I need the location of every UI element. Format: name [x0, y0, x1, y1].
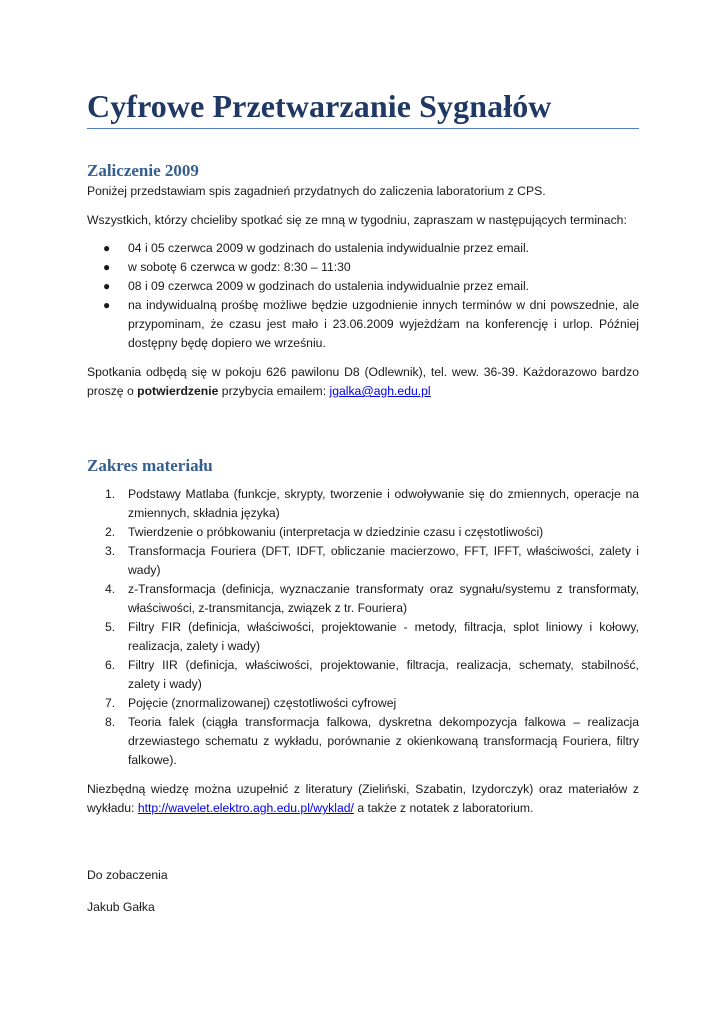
list-item-number: 2. — [105, 525, 116, 539]
list-item-text: na indywidualną prośbę możliwe będzie uzgodnienie innych terminów w dni powszednie, ale przypominam, że czasu jest mało i 23.06.2009 wyjeżdżam na konferencję i urlop. Później dostępny będę dopiero we wrześniu. — [128, 298, 639, 350]
email-link[interactable]: jgalka@agh.edu.pl — [329, 384, 431, 398]
list-item — [87, 258, 639, 277]
list-item-text: 08 i 09 czerwca 2009 w godzinach do ustalenia indywidualnie przez email. — [128, 279, 530, 293]
literature-text-after: a także z notatek z laboratorium. — [353, 801, 534, 815]
list-item-number: 4. — [105, 582, 116, 596]
list-item — [87, 656, 639, 694]
list-item-number: 6. — [105, 658, 116, 672]
bullet-icon: ● — [103, 260, 111, 274]
lecture-link[interactable]: http://wavelet.elektro.agh.edu.pl/wyklad/ — [137, 801, 354, 815]
list-item-text: Transformacja Fouriera (DFT, IDFT, obliczanie macierzowo, FFT, IFFT, właściwości, zalety i wady) — [128, 544, 639, 577]
list-item-number: 8. — [105, 715, 116, 729]
signature-text: Jakub Gałka — [87, 900, 155, 914]
meetings-intro-paragraph: Wszystkich, którzy chcieliby spotkać się ze mną w tygodniu, zapraszam w następujących terminach: — [87, 213, 627, 227]
section-heading-zaliczenie: Zaliczenie 2009 — [87, 161, 199, 180]
list-item-number: 7. — [105, 696, 116, 710]
literature-paragraph — [87, 780, 639, 818]
topics-list — [87, 485, 639, 770]
list-item-text: Twierdzenie o próbkowaniu (interpretacja w dziedzinie czasu i częstotliwości) — [128, 525, 544, 539]
title-underline — [87, 128, 639, 129]
list-item — [87, 485, 639, 523]
list-item-text: Pojęcie (znormalizowanej) częstotliwości cyfrowej — [128, 696, 397, 710]
section-heading-zakres: Zakres materiału — [87, 456, 213, 475]
farewell-text: Do zobaczenia — [87, 868, 168, 882]
list-item-number: 5. — [105, 620, 116, 634]
contact-paragraph — [87, 363, 639, 401]
contact-text-middle: przybycia emailem: — [218, 384, 330, 398]
bullet-icon: ● — [103, 241, 111, 255]
list-item-text: z-Transformacja (definicja, wyznaczanie transformaty oraz sygnału/systemu z transformaty, właściwości, z-transmitancja, związek z tr. Fouriera) — [128, 582, 639, 615]
list-item-text: Filtry IIR (definicja, właściwości, projektowanie, filtracja, realizacja, schematy, stabilność, zalety i wady) — [128, 658, 639, 691]
intro-paragraph: Poniżej przedstawiam spis zagadnień przydatnych do zaliczenia laboratorium z CPS. — [87, 184, 546, 198]
list-item-text: Podstawy Matlaba (funkcje, skrypty, tworzenie i odwoływanie się do zmiennych, operacje na zmiennych, składnia języka) — [128, 487, 639, 520]
list-item — [87, 694, 639, 713]
contact-bold-text: potwierdzenie — [137, 384, 219, 398]
literature-text: Niezbędną wiedzę można uzupełnić z literatury (Zieliński, Szabatin, Izydorczyk) oraz materiałów z wykładu: — [87, 782, 639, 815]
list-item — [87, 523, 639, 542]
meeting-dates-list — [87, 239, 639, 353]
document-title: Cyfrowe Przetwarzanie Sygnałów — [87, 88, 552, 124]
list-item — [87, 580, 639, 618]
list-item-number: 3. — [105, 544, 116, 558]
list-item — [87, 542, 639, 580]
list-item-text: 04 i 05 czerwca 2009 w godzinach do ustalenia indywidualnie przez email. — [128, 241, 530, 255]
list-item — [87, 296, 639, 353]
bullet-icon: ● — [103, 279, 111, 293]
list-item-number: 1. — [105, 487, 116, 501]
list-item-text: Teoria falek (ciągła transformacja falkowa, dyskretna dekompozycja falkowa – realizacja drzewiastego schematu z wykładu, porównanie z okienkowaną transformacją Fouriera, filtry falkowe). — [128, 715, 639, 767]
list-item-text: Filtry FIR (definicja, właściwości, projektowanie - metody, filtracja, splot liniowy i kołowy, realizacja, zalety i wady) — [128, 620, 639, 653]
contact-text: Spotkania odbędą się w pokoju 626 pawilonu D8 (Odlewnik), tel. wew. 36-39. Każdorazowo bardzo proszę o — [87, 365, 639, 398]
list-item — [87, 618, 639, 656]
list-item — [87, 239, 639, 258]
list-item — [87, 713, 639, 770]
bullet-icon: ● — [103, 298, 111, 312]
document-page — [87, 88, 639, 917]
list-item-text: w sobotę 6 czerwca w godz: 8:30 – 11:30 — [128, 260, 351, 274]
list-item — [87, 277, 639, 296]
